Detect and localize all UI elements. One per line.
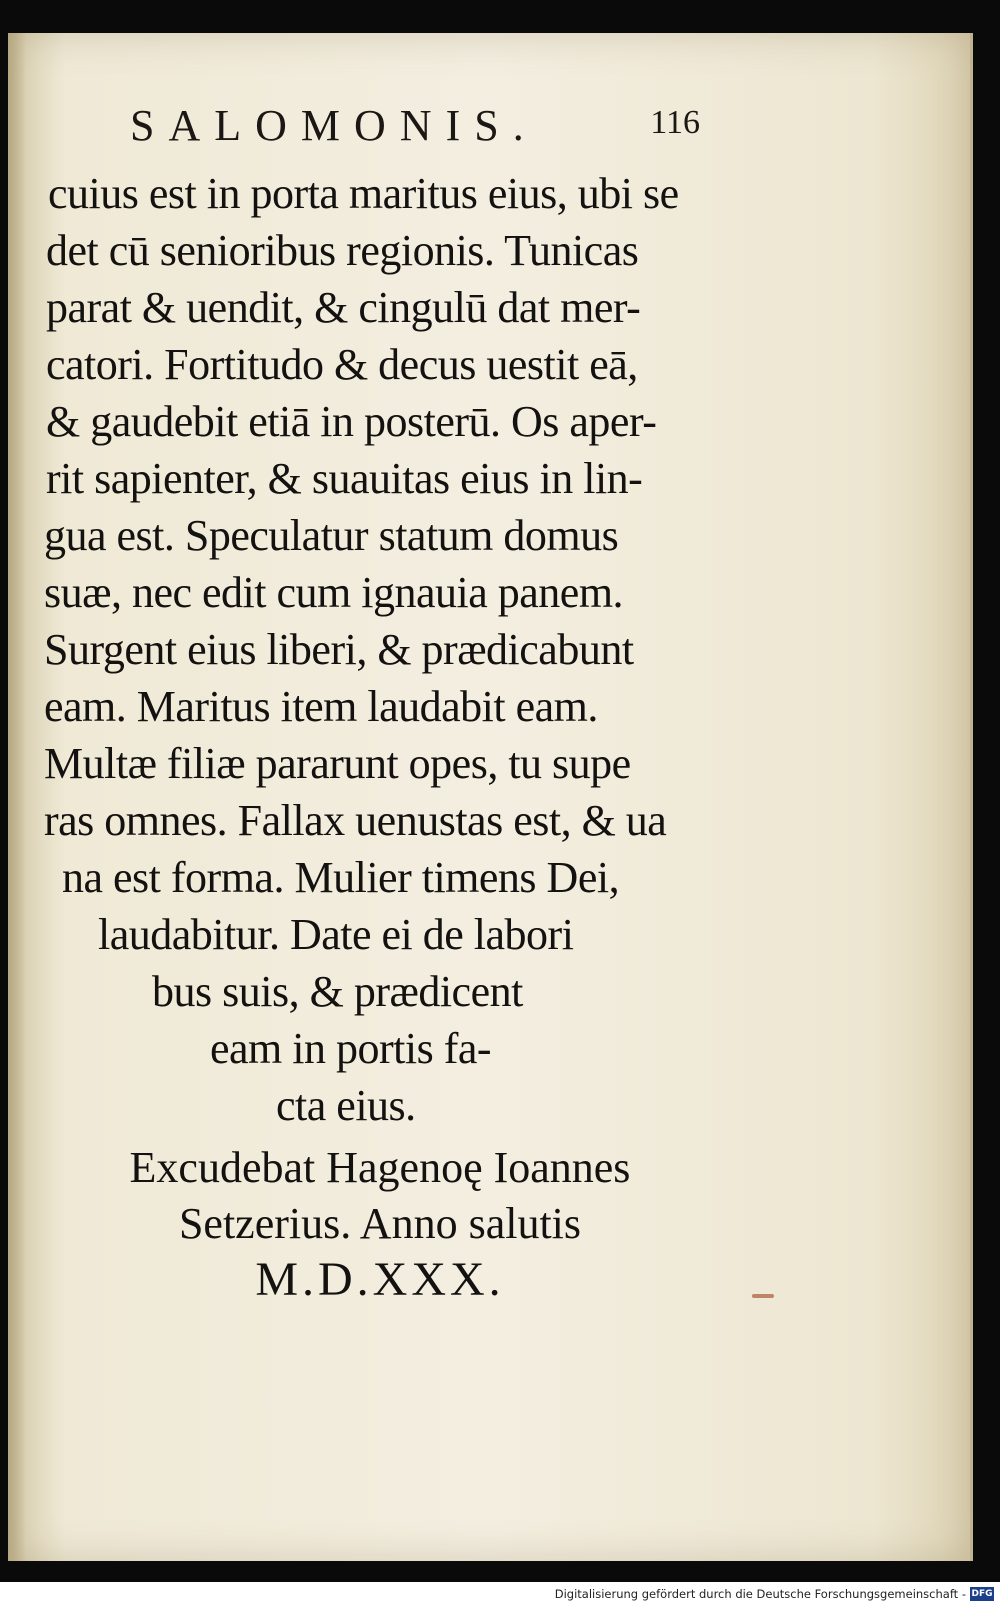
body-text — [40, 165, 740, 1134]
text-line: Surgent eius liberi, & prædicabunt — [44, 625, 634, 674]
text-line: bus suis, & prædicent — [152, 967, 523, 1016]
text-line: rit sapienter, & suauitas eius in lin- — [46, 454, 643, 503]
text-line: eam. Maritus item laudabit eam. — [44, 682, 598, 731]
ink-stain — [752, 1294, 774, 1298]
colophon-line: Excudebat Hagenoę Ioannes — [129, 1143, 631, 1192]
text-line: ras omnes. Fallax uenustas est, & ua — [44, 796, 667, 845]
digitization-footer — [0, 1582, 1000, 1608]
funding-credit: Digitalisierung gefördert durch die Deutsche Forschungsgemeinschaft - — [554, 1587, 966, 1601]
text-line: parat & uendit, & cingulū dat mer- — [46, 283, 641, 332]
text-line: det cū senioribus regionis. Tunicas — [46, 226, 639, 275]
running-title: SALOMONIS. — [130, 101, 538, 150]
text-line: na est forma. Mulier timens Dei, — [62, 853, 620, 902]
dfg-logo-icon: DFG — [971, 1589, 993, 1599]
colophon-date: M.D.XXX. — [255, 1253, 505, 1306]
colophon — [80, 1140, 680, 1308]
text-line: laudabitur. Date ei de labori — [98, 910, 574, 959]
text-line: cta eius. — [276, 1081, 416, 1130]
running-head — [130, 100, 700, 160]
text-line: cuius est in porta maritus eius, ubi se — [48, 169, 679, 218]
folio-number: 116 — [650, 104, 700, 141]
text-line: gua est. Speculatur statum domus — [44, 511, 619, 560]
text-line: & gaudebit etiā in posterū. Os aper- — [46, 397, 657, 446]
text-line: catori. Fortitudo & decus uestit eā, — [46, 340, 638, 389]
colophon-line: Setzerius. Anno salutis — [178, 1199, 582, 1248]
page-gutter-shadow — [8, 33, 26, 1561]
text-line: suæ, nec edit cum ignauia panem. — [44, 568, 624, 617]
text-line: eam in portis fa- — [210, 1024, 492, 1073]
text-line: Multæ filiæ pararunt opes, tu supe — [44, 739, 631, 788]
